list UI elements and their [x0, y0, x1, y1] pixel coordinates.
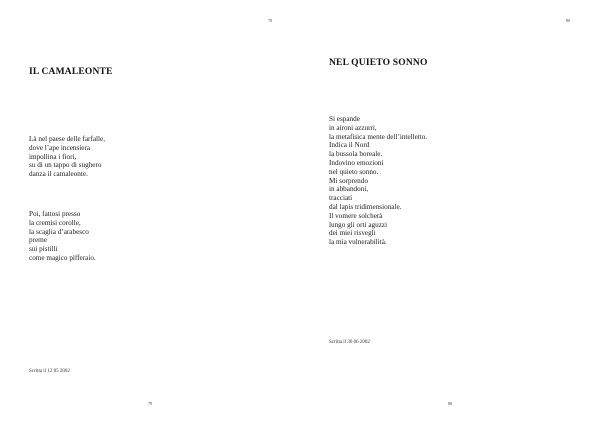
poem-line: la scaglia d’arabesco: [29, 227, 89, 236]
poem-line: Indovino emozioni: [329, 158, 384, 167]
poem-line: Poi, fattosi presso: [29, 210, 81, 218]
page-number-bottom: 79: [148, 401, 152, 406]
poem-line: la cremisi corolle,: [29, 218, 81, 227]
poem-line: in abbandoni,: [329, 185, 369, 194]
poem-line: in aironi azzurri,: [329, 123, 377, 132]
poem-line: dove l’ape incensiera: [29, 143, 91, 152]
page-number-top: 79: [268, 18, 272, 23]
poem-line: preme: [29, 236, 47, 245]
written-date: Scritta il 30 06 2002: [329, 340, 370, 345]
poem-stanza-2: [29, 210, 96, 263]
poem-line: nel quieto sonno.: [329, 167, 379, 176]
poem-line: Mi sorprendo: [329, 176, 368, 185]
written-date: Scritta il 12 05 2002: [29, 369, 70, 374]
poem-line: dal lapis tridimensionale.: [329, 202, 402, 211]
page-number-bottom: 80: [448, 401, 452, 406]
right-page: [300, 0, 600, 424]
poem-line: la bussola boreale.: [329, 150, 383, 159]
page-number-top: 80: [566, 18, 570, 23]
poem-line: dei miei risvegli: [329, 229, 376, 238]
poem-line: Si espande: [329, 115, 360, 123]
poem-line: danza il camaleonte.: [29, 170, 88, 179]
poem-line: sui pistilli: [29, 245, 58, 254]
poem-line: come magico pifferaio.: [29, 253, 96, 262]
poem-stanza-1: [29, 135, 105, 179]
poem-title: IL CAMALEONTE: [29, 67, 113, 77]
poem-line: tracciati: [329, 194, 353, 203]
poem-line: impollina i fiori,: [29, 152, 77, 161]
poem-title: NEL QUIETO SONNO: [329, 58, 428, 68]
poem-line: su di un tappo di sughero: [29, 161, 102, 170]
poem-line: la mia vulnerabilità.: [329, 238, 387, 247]
poem-line: Là nel paese delle farfalle,: [29, 135, 106, 143]
poem-line: lungo gli orti aguzzi: [329, 220, 388, 229]
poem-line: Indica il Nord: [329, 141, 370, 150]
poem-line: la metafisica mente dell’intelletto.: [329, 132, 428, 141]
poem-stanza-1: [329, 115, 427, 247]
poem-line: Il vomere solcherà: [329, 211, 383, 220]
